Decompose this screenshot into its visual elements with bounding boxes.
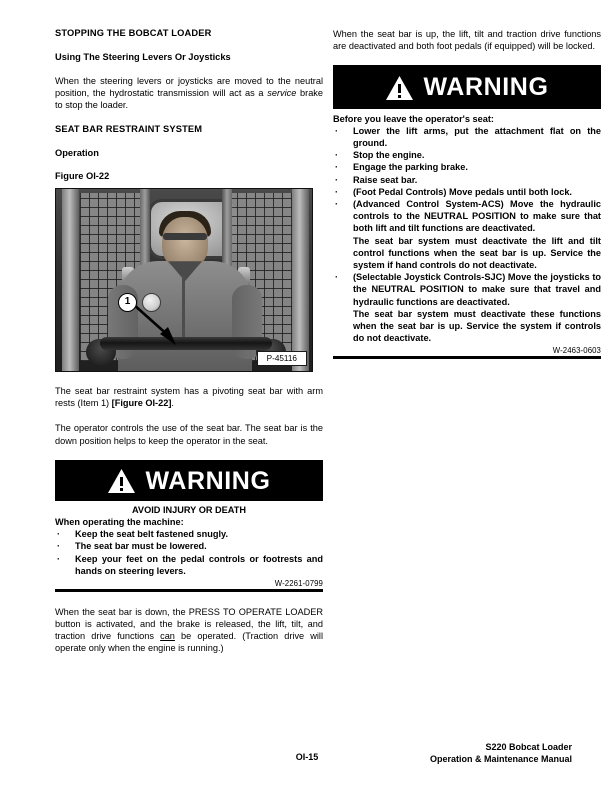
emphasis-can: can — [160, 630, 175, 641]
bullet-dot: · — [335, 162, 339, 173]
warning-lead-line: When operating the machine: — [55, 517, 184, 528]
seat-bar — [100, 337, 272, 350]
footer-manual-info — [430, 742, 572, 765]
bullet-text: (Selectable Joystick Controls-SJC) Move the joysticks to the NEUTRAL POSITION to make sure that travel and hydraulic functions are deactivated. — [353, 272, 601, 307]
warning-bullet — [333, 161, 601, 173]
emphasis-service: service — [267, 88, 297, 99]
bullet-dot: · — [57, 529, 61, 540]
bullet-dot: · — [57, 541, 61, 552]
warning-body — [333, 109, 601, 356]
bullet-dot: · — [335, 174, 339, 185]
bullet-dot: · — [57, 553, 61, 564]
paragraph-operator-controls: The operator controls the use of the seat bar. The seat bar is the down position helps to keep the operator in the seat. — [55, 423, 323, 446]
warning-headline: AVOID INJURY OR DEATH — [131, 505, 246, 516]
paragraph-text-tail: be operated. (Traction drive will operate only when the engine is running.) — [55, 630, 323, 653]
warning-banner — [333, 67, 601, 109]
page-title: STOPPING THE BOBCAT LOADER — [55, 28, 212, 38]
paragraph-text-tail: brake to stop the loader. — [55, 88, 324, 111]
figure-reference: [Figure OI-22] — [111, 398, 172, 409]
paragraph-text-tail: . — [171, 398, 174, 409]
bullet-text: Stop the engine. — [353, 150, 425, 161]
section-heading-seat-bar: SEAT BAR RESTRAINT SYSTEM — [55, 124, 203, 135]
bullet-dot: · — [335, 186, 339, 197]
warning-bullet — [333, 186, 601, 198]
bullet-text: The seat bar must be lowered. — [75, 541, 207, 552]
photo-id-label: P-45116 — [257, 351, 307, 366]
bullet-text: Raise seat bar. — [353, 174, 418, 185]
figure-label: Figure OI-22 — [55, 171, 110, 182]
warning-bullet — [333, 198, 601, 271]
warning-banner — [55, 461, 323, 501]
paragraph-text: When the steering levers or joysticks are moved to the neutral position, the hydrostatic transmission will act as a — [55, 76, 323, 99]
warning-triangle-icon — [107, 468, 136, 494]
warning-triangle-icon — [385, 75, 414, 101]
bullet-dot: · — [335, 125, 339, 136]
warning-bullet — [333, 125, 601, 149]
warning-bottom-rule — [333, 356, 601, 359]
bullet-text: Keep your feet on the pedal controls or footrests and hands on steering levers. — [75, 553, 323, 576]
warning-box-avoid-injury — [55, 460, 323, 592]
warning-bullet — [333, 174, 601, 186]
warning-bullet — [55, 553, 323, 577]
warning-word: WARNING — [423, 73, 549, 102]
warning-box-before-leaving-seat — [333, 65, 601, 359]
warning-bullet — [55, 528, 323, 540]
paragraph-seat-bar-up: When the seat bar is up, the lift, tilt and traction drive functions are deactivated and both foot pedals (if equipped) will be locked. — [333, 29, 601, 52]
footer-page-number: OI-15 — [295, 752, 319, 762]
paragraph-text: When the seat bar is down, the PRESS TO OPERATE LOADER button is activated, and the brake is released, the lift, tilt, and traction drive functions — [55, 606, 323, 641]
right-column — [333, 28, 601, 359]
footer-manual-title: Operation & Maintenance Manual — [429, 753, 572, 764]
callout-marker-1: 1 — [118, 293, 137, 312]
footer-model: S220 Bobcat Loader — [485, 742, 572, 752]
bullet-dot: · — [335, 272, 339, 283]
paragraph-seat-bar-description — [55, 385, 323, 409]
bullet-dot: · — [335, 199, 339, 209]
bullet-continuation: The seat bar system must deactivate the lift and tilt control functions when the seat bar is up. Service the system if hand controls do not deactivate. — [353, 235, 601, 271]
warning-bullet-list — [333, 125, 601, 345]
bullet-continuation: The seat bar system must deactivate these functions when the seat bar is up. Service the system if controls do not deactivate. — [353, 308, 601, 344]
subsection-heading-operation: Operation — [55, 148, 99, 159]
warning-bullet-list — [55, 528, 323, 577]
warning-lead-line: Before you leave the operator's seat: — [333, 113, 494, 124]
figure-photo-operator-seat-bar — [55, 188, 313, 372]
callout-arrow-icon — [130, 301, 186, 349]
bullet-dot: · — [335, 150, 339, 161]
warning-bullet — [333, 149, 601, 161]
cab-post-left — [62, 189, 79, 372]
subsection-heading-steering-levers: Using The Steering Levers Or Joysticks — [55, 52, 231, 62]
cab-post-right — [292, 189, 309, 372]
bullet-text: (Foot Pedal Controls) Move pedals until both lock. — [353, 186, 572, 197]
bullet-text: Lower the lift arms, put the attachment flat on the ground. — [353, 125, 601, 148]
warning-bullet — [55, 540, 323, 552]
warning-body — [55, 501, 323, 588]
warning-word: WARNING — [145, 466, 271, 495]
paragraph-text: The seat bar restraint system has a pivoting seat bar with arm rests (Item 1) — [55, 386, 323, 409]
warning-code: W-2463-0603 — [552, 346, 601, 356]
warning-bottom-rule — [55, 589, 323, 592]
bullet-text: (Advanced Control System-ACS) Move the hydraulic controls to the NEUTRAL POSITION to make sure that both lift and tilt functions are deactivated. — [353, 199, 601, 234]
bullet-text: Keep the seat belt fastened snugly. — [75, 529, 228, 540]
left-column — [55, 28, 323, 654]
warning-bullet — [333, 271, 601, 344]
operator-safety-glasses — [163, 233, 207, 240]
paragraph-press-to-operate — [55, 606, 323, 654]
paragraph-steering-levers — [55, 75, 323, 111]
bullet-text: Engage the parking brake. — [353, 162, 468, 173]
warning-code: W-2261-0799 — [274, 579, 323, 589]
